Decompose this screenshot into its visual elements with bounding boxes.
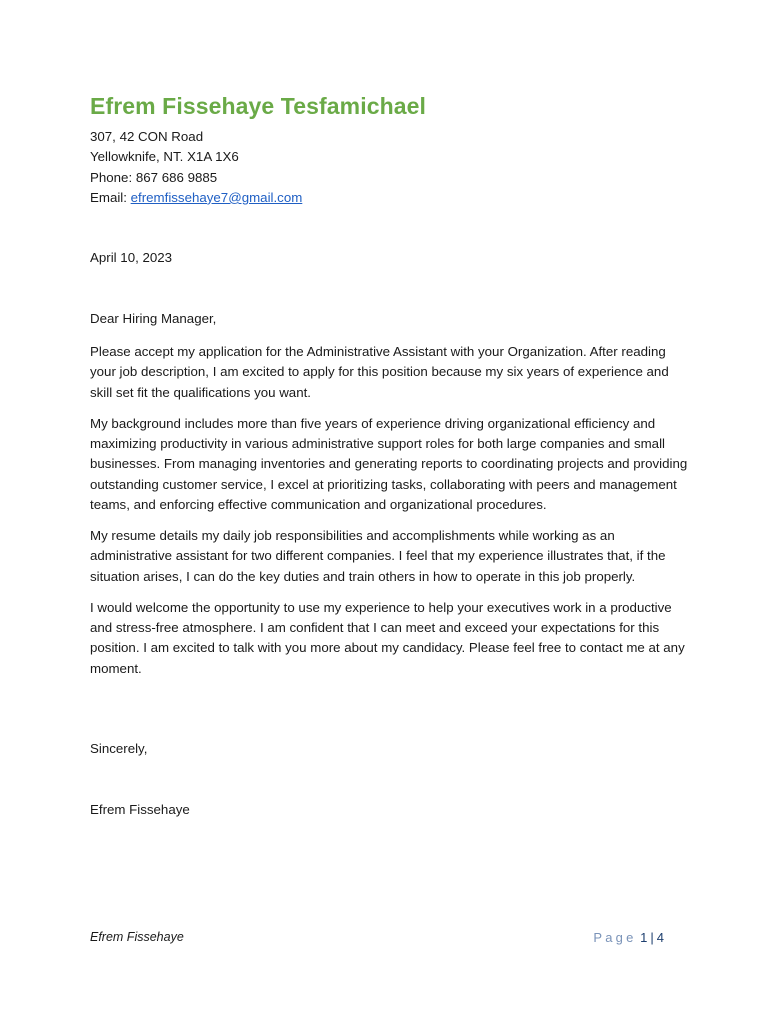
document-page [90, 0, 690, 1024]
applicant-name: Efrem Fissehaye Tesfamichael [90, 93, 427, 119]
address-line-2: Yellowknife, NT. X1A 1X6 [90, 149, 239, 165]
email-label: Email: [90, 189, 131, 205]
letter-date: April 10, 2023 [90, 250, 173, 265]
email-link[interactable]: efremfissehaye7@gmail.com [130, 189, 303, 205]
contact-block [90, 127, 302, 208]
phone-line: Phone: 867 686 9885 [90, 169, 218, 185]
salutation: Dear Hiring Manager, [90, 311, 217, 326]
page-separator: | [650, 930, 654, 945]
paragraph-3: My resume details my daily job responsibilities and accomplishments while working as an administrative assistant for two different companies. I feel that my experience illustrates that, if the situation arises, I can do the key duties and train others in how to operate in this job properly. [90, 528, 666, 584]
email-line [90, 188, 302, 208]
page-label: Page [593, 930, 637, 945]
signature: Efrem Fissehaye [90, 802, 190, 817]
address-line-1: 307, 42 CON Road [90, 129, 204, 144]
paragraph-2: My background includes more than five years of experience driving organizational efficiency and maximizing productivity in various administrative support roles for both large companies and small businesses. From managing inventories and generating reports to coordinating projects and providing outstanding customer service, I excel at prioritizing tasks, collaborating with peers and management teams, and enforcing effective communication and organizational procedures. [90, 415, 688, 513]
page-indicator [593, 930, 664, 945]
total-pages: 4 [656, 930, 664, 945]
letter-body [90, 342, 688, 690]
footer-author: Efrem Fissehaye [90, 930, 184, 944]
current-page: 1 [640, 930, 648, 945]
paragraph-4: I would welcome the opportunity to use my experience to help your executives work in a productive and stress-free atmosphere. I am confident that I can meet and exceed your expectations for this position. I am excited to talk with you more about my candidacy. Please feel free to contact me at any moment. [90, 599, 685, 676]
paragraph-1: Please accept my application for the Administrative Assistant with your Organization. After reading your job description, I am excited to apply for this position because my six years of experience and skill set fit the qualifications you want. [90, 344, 669, 400]
closing: Sincerely, [90, 741, 148, 756]
